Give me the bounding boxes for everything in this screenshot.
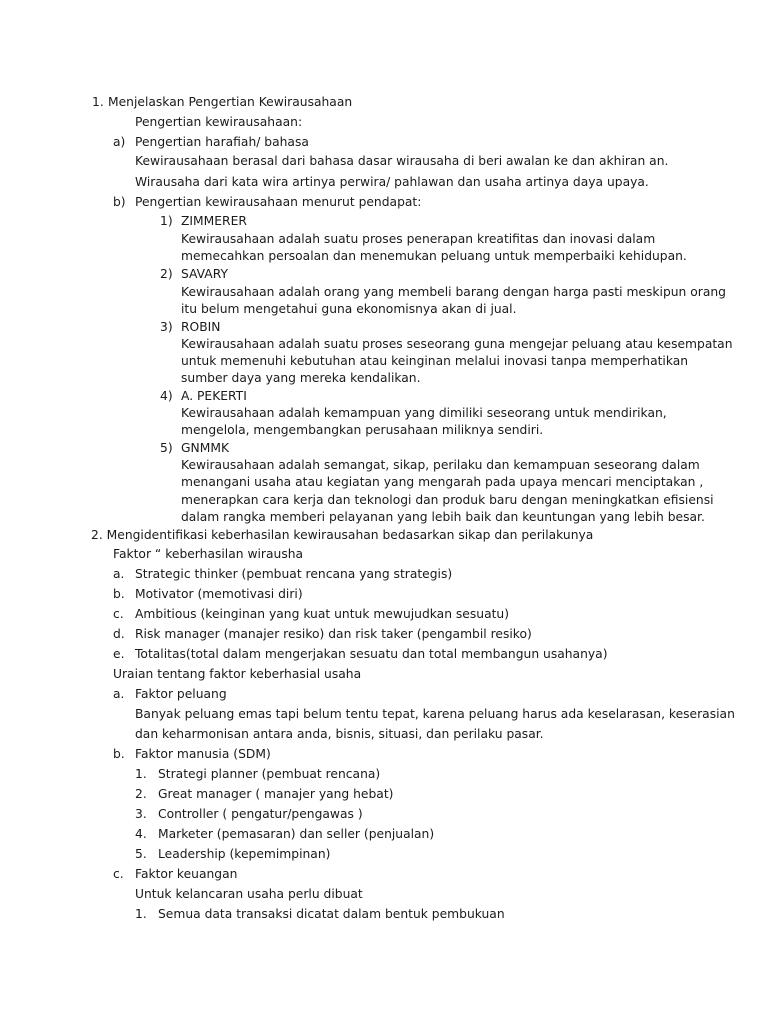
subheading-harafiah: Pengertian harafiah/ bahasa xyxy=(135,135,309,149)
expert-definition-line: Kewirausahaan adalah suatu proses penerapan kreatifitas dan inovasi dalam xyxy=(181,232,656,246)
list-marker-a: a) xyxy=(113,135,126,149)
list-item: Great manager ( manajer yang hebat) xyxy=(158,787,394,801)
list-marker: b. xyxy=(113,747,125,761)
list-item: Controller ( pengatur/pengawas ) xyxy=(158,807,363,821)
expert-name: A. PEKERTI xyxy=(181,389,247,403)
list-number: 5. xyxy=(135,847,147,861)
paragraph-line: Untuk kelancaran usaha perlu dibuat xyxy=(135,887,363,901)
subheading-pendapat: Pengertian kewirausahaan menurut pendapat: xyxy=(135,195,422,209)
subheading-faktor-manusia: Faktor manusia (SDM) xyxy=(135,747,271,761)
expert-definition-line: Kewirausahaan adalah suatu proses seseorang guna mengejar peluang atau kesempatan xyxy=(181,337,733,351)
expert-name: SAVARY xyxy=(181,267,228,281)
expert-number: 3) xyxy=(160,320,173,334)
expert-definition-line: menerapkan cara kerja dan teknologi dan produk baru dengan meningkatkan efisiensi xyxy=(181,493,714,507)
list-marker: b. xyxy=(113,587,125,601)
uraian-heading: Uraian tentang faktor keberhasial usaha xyxy=(113,667,362,681)
expert-definition-line: untuk memenuhi kebutuhan atau keinginan melalui inovasi tanpa memperhatikan xyxy=(181,354,689,368)
expert-definition-line: memecahkan persoalan dan menemukan peluang untuk memperbaiki kehidupan. xyxy=(181,249,687,263)
list-item: Semua data transaksi dicatat dalam bentuk pembukuan xyxy=(158,907,505,921)
factor-item: Risk manager (manajer resiko) dan risk taker (pengambil resiko) xyxy=(135,627,532,641)
factor-item: Totalitas(total dalam mengerjakan sesuatu dan total membangun usahanya) xyxy=(135,647,608,661)
expert-number: 5) xyxy=(160,441,173,455)
paragraph-line: dan keharmonisan antara anda, bisnis, situasi, dan perilaku pasar. xyxy=(135,727,544,741)
factor-item: Ambitious (keinginan yang kuat untuk mewujudkan sesuatu) xyxy=(135,607,510,621)
expert-name: ZIMMERER xyxy=(181,214,247,228)
list-marker: d. xyxy=(113,627,125,641)
expert-number: 2) xyxy=(160,267,173,281)
list-marker: a. xyxy=(113,567,125,581)
section-2-title: 2. Mengidentifikasi keberhasilan kewirausahan bedasarkan sikap dan perilakunya xyxy=(91,528,594,542)
expert-definition-line: Kewirausahaan adalah semangat, sikap, perilaku dan kemampuan seseorang dalam xyxy=(181,458,700,472)
section-1-intro: Pengertian kewirausahaan: xyxy=(135,115,303,129)
expert-number: 1) xyxy=(160,214,173,228)
factor-item: Strategic thinker (pembuat rencana yang strategis) xyxy=(135,567,453,581)
list-marker: c. xyxy=(113,607,124,621)
expert-definition-line: itu belum mengetahui guna ekonomisnya akan di jual. xyxy=(181,302,517,316)
expert-definition-line: menangani usaha atau kegiatan yang mengarah pada upaya mencari menciptakan , xyxy=(181,475,704,489)
subheading-faktor-keuangan: Faktor keuangan xyxy=(135,867,238,881)
subheading-faktor-peluang: Faktor peluang xyxy=(135,687,227,701)
section-1-title: Menjelaskan Pengertian Kewirausahaan xyxy=(108,95,353,109)
expert-number: 4) xyxy=(160,389,173,403)
factors-heading: Faktor “ keberhasilan wirausha xyxy=(113,547,304,561)
list-item: Strategi planner (pembuat rencana) xyxy=(158,767,381,781)
list-marker: a. xyxy=(113,687,125,701)
expert-definition-line: mengelola, mengembangkan perusahaan miliknya sendiri. xyxy=(181,423,544,437)
expert-definition-line: dalam rangka memberi pelayanan yang lebih baik dan keuntungan yang lebih besar. xyxy=(181,510,705,524)
paragraph-line: Banyak peluang emas tapi belum tentu tepat, karena peluang harus ada keselarasan, keserasian xyxy=(135,707,735,721)
list-number: 1. xyxy=(135,767,147,781)
list-item: Marketer (pemasaran) dan seller (penjualan) xyxy=(158,827,435,841)
list-marker: c. xyxy=(113,867,124,881)
expert-definition-line: Kewirausahaan adalah orang yang membeli barang dengan harga pasti meskipun orang xyxy=(181,285,726,299)
expert-definition-line: Kewirausahaan adalah kemampuan yang dimiliki seseorang untuk mendirikan, xyxy=(181,406,667,420)
expert-definition-line: sumber daya yang mereka kendalikan. xyxy=(181,371,421,385)
list-number: 2. xyxy=(135,787,147,801)
list-item: Leadership (kepemimpinan) xyxy=(158,847,331,861)
list-marker-b: b) xyxy=(113,195,126,209)
list-number: 4. xyxy=(135,827,147,841)
factor-item: Motivator (memotivasi diri) xyxy=(135,587,303,601)
list-marker: e. xyxy=(113,647,125,661)
list-number: 3. xyxy=(135,807,147,821)
section-1-number: 1. xyxy=(92,95,104,109)
list-number: 1. xyxy=(135,907,147,921)
paragraph-line: Wirausaha dari kata wira artinya perwira/ pahlawan dan usaha artinya daya upaya. xyxy=(135,175,649,189)
expert-name: ROBIN xyxy=(181,320,221,334)
paragraph-line: Kewirausahaan berasal dari bahasa dasar wirausaha di beri awalan ke dan akhiran an. xyxy=(135,154,669,168)
expert-name: GNMMK xyxy=(181,441,230,455)
